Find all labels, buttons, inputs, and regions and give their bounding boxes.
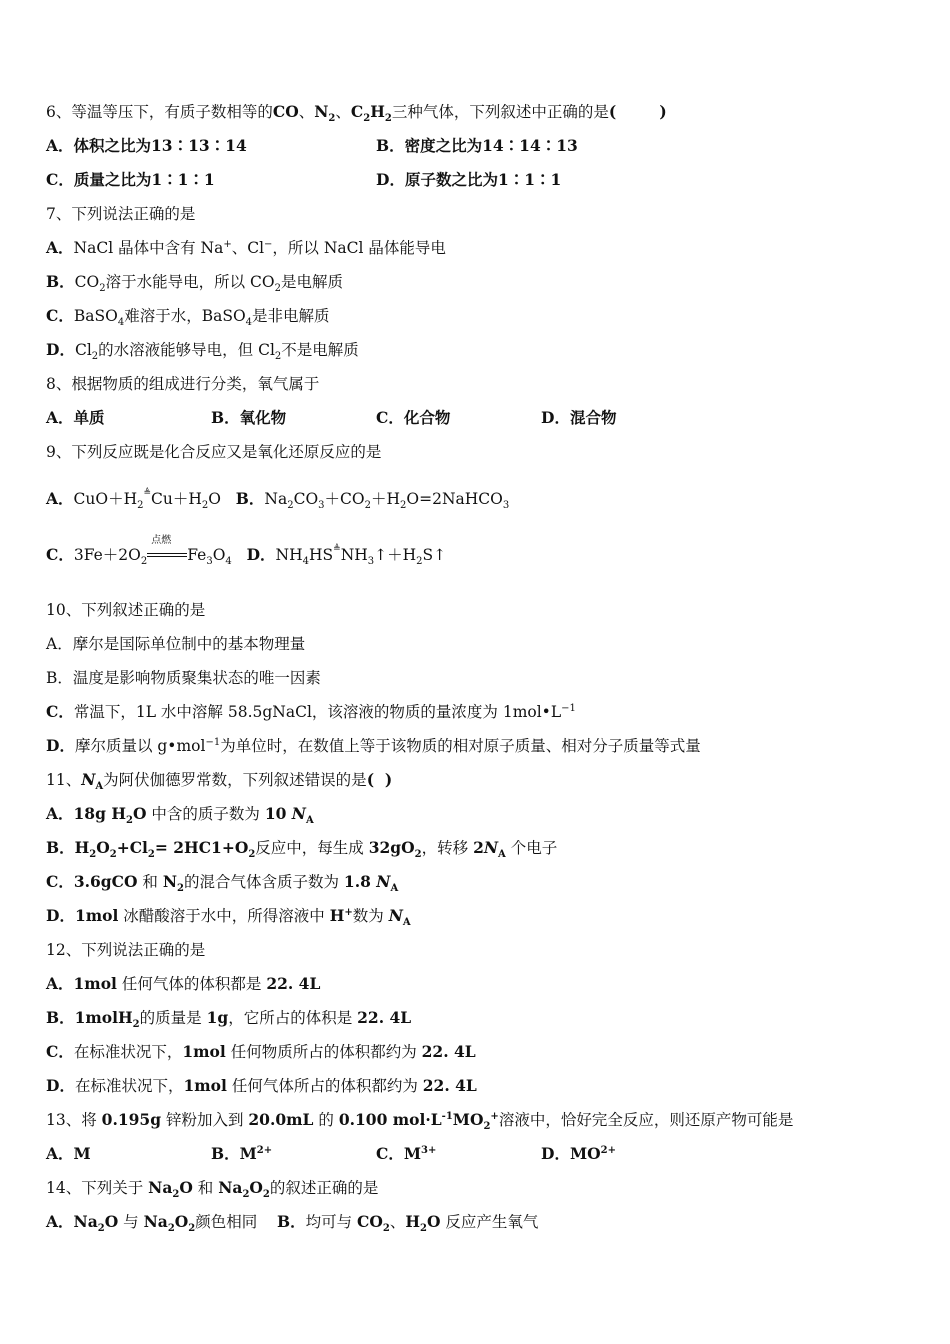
q11-option-b: B．$H_2O_2+Cl_2= 2HC1+O_2$反应中，每生成 $32gO_2$，转移 $2N_A$ 个电子 [46,838,558,861]
q13-stem: 13、将 0.195g 锌粉加入到 20.0mL 的 0.100 $mol\cdot L^{-1}MO_2^+$溶液中，恰好完全反应，则还原产物可能是 [46,1110,794,1133]
q12-option-c: C．在标准状况下，1mol 任何物质所占的体积都约为 22. 4L [46,1042,476,1061]
q11-option-d: D．1mol 冰醋酸溶于水中，所得溶液中 H+数为 $N_A$ [46,906,411,929]
q10-option-a: A．摩尔是国际单位制中的基本物理量 [46,635,306,653]
q9-options-cd: C．$3Fe+2O_2$ 点燃 $Fe_3O_4$ D．$NH_4HS^≜NH_3↑+H_2S↑$ [46,535,447,568]
q7-option-c: C．BaSO$_4$难溶于水，BaSO$_4$是非电解质 [46,306,330,329]
q10-option-b: B．温度是影响物质聚集状态的唯一因素 [46,669,321,687]
q14-options-ab: A．$Na_2O$ 与 $Na_2O_2$颜色相同 B．均可与 $CO_2$、$H_2O$ 反应产生氧气 [46,1212,539,1235]
q8-option-d: D．混合物 [541,408,617,427]
q6-option-c: C．质量之比为1∶1∶1 [46,170,215,189]
q8-option-b: B．氧化物 [211,408,287,427]
q9-options-ab: A．$CuO+H_2^≜Cu+H_2O$ B．$Na_2CO_3+CO_2+H_2O=2NaHCO_3$ [46,488,510,512]
q7-option-b: B．$CO_2$溶于水能导电，所以 $CO_2$是电解质 [46,272,343,295]
q11-option-c: C．3.6gCO 和 $N_2$的混合气体含质子数为 1.8 $N_A$ [46,872,399,895]
ignite-arrow: 点燃 [147,545,187,565]
q8-option-c: C．化合物 [376,408,451,427]
q6-option-d: D．原子数之比为1∶1∶1 [376,170,562,189]
q6-option-b: B．密度之比为14∶14∶13 [376,136,578,155]
q11-option-a: A．18g $H_2O$ 中含的质子数为 10 $N_A$ [46,804,314,827]
q10-option-d: D．摩尔质量以 g•mol$^{-1}$为单位时，在数值上等于该物质的相对原子质量、相对分子质量等式量 [46,736,701,755]
q14-stem: 14、下列关于 $Na_2O$ 和 $Na_2O_2$的叙述正确的是 [46,1178,379,1201]
q12-option-a: A．1mol 任何气体的体积都是 22. 4L [46,974,321,993]
q13-option-d: D．$MO^{2+}$ [541,1144,616,1163]
heat-condition-icon: ≜ [143,488,152,498]
q8-stem: 8、根据物质的组成进行分类，氧气属于 [46,375,320,393]
q9-stem: 9、下列反应既是化合反应又是氧化还原反应的是 [46,443,382,461]
q7-stem: 7、下列说法正确的是 [46,205,196,223]
q13-option-b: B．$M^{2+}$ [211,1144,273,1163]
q7-option-d: D．$Cl_2$的水溶液能够导电，但 $Cl_2$不是电解质 [46,340,359,363]
heat-condition-icon: ≜ [333,544,341,554]
q13-option-a: A．M [46,1144,91,1163]
q11-stem: 11、$N_A$为阿伏伽德罗常数，下列叙述错误的是( ) [46,770,393,793]
q8-option-a: A．单质 [46,408,105,427]
q10-option-c: C．常温下，1L 水中溶解 58.5gNaCl，该溶液的物质的量浓度为 $1mol•L^{-1}$ [46,702,576,721]
q12-option-d: D．在标准状况下，1mol 任何气体所占的体积都约为 22. 4L [46,1076,477,1095]
q10-stem: 10、下列叙述正确的是 [46,601,206,619]
q13-option-c: C．$M^{3+}$ [376,1144,437,1163]
q7-option-a: A．NaCl 晶体中含有 Na+、Cl−，所以 NaCl 晶体能导电 [46,238,446,257]
q6-stem: 6、等温等压下，有质子数相等的CO、$N_2$、$C_2H_2$三种气体，下列叙述中正确的是( ) [46,102,667,125]
q6-option-a: A．体积之比为13∶13∶14 [46,136,247,155]
q12-stem: 12、下列说法正确的是 [46,941,206,959]
q12-option-b: B．1molH$_2$的质量是 1g，它所占的体积是 22. 4L [46,1008,412,1031]
